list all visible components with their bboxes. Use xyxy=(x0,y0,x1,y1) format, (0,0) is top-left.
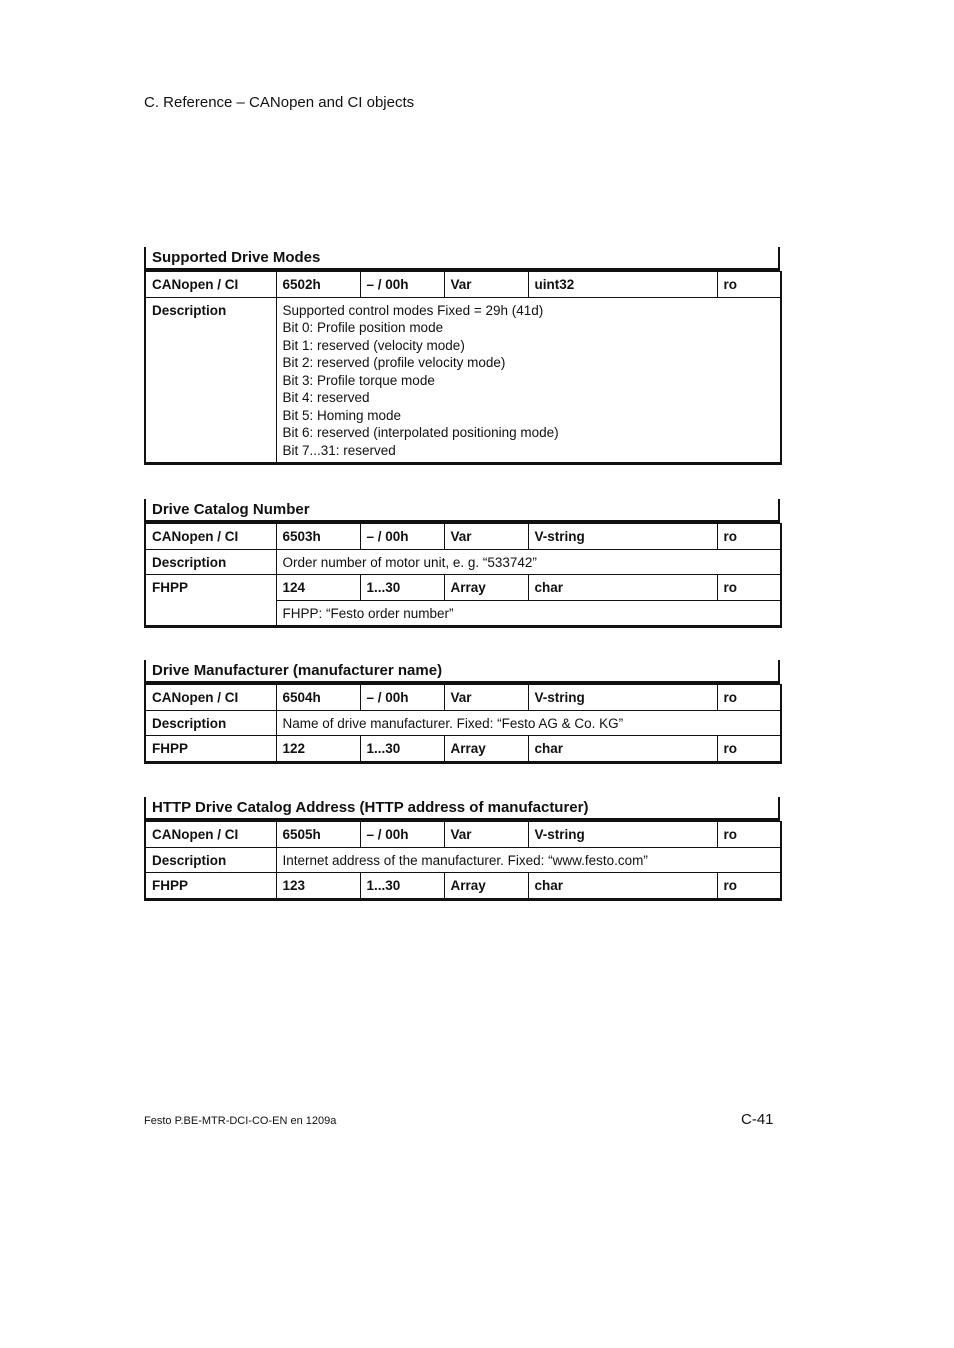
row-label: Description xyxy=(145,847,276,873)
type-cell: Var xyxy=(444,524,528,550)
type-cell: Array xyxy=(444,873,528,900)
canopen-row xyxy=(145,272,781,298)
description-row xyxy=(145,549,781,575)
type-cell: Array xyxy=(444,575,528,601)
access-cell: ro xyxy=(717,685,781,711)
description-line: Bit 5: Homing mode xyxy=(282,407,402,423)
subindex-cell: – / 00h xyxy=(360,524,444,550)
description-line: Bit 7...31: reserved xyxy=(282,442,396,458)
row-label: CANopen / CI xyxy=(145,272,276,298)
access-cell: ro xyxy=(717,524,781,550)
access-cell: ro xyxy=(717,873,781,900)
object-table xyxy=(144,271,782,465)
datatype-cell: V-string xyxy=(528,822,717,848)
type-cell: Var xyxy=(444,272,528,298)
description-line: Bit 1: reserved (velocity mode) xyxy=(282,337,465,353)
row-label: Description xyxy=(145,710,276,736)
subindex-cell: – / 00h xyxy=(360,685,444,711)
object-table xyxy=(144,523,782,628)
type-cell: Array xyxy=(444,736,528,763)
description-line: Bit 3: Profile torque mode xyxy=(282,372,435,388)
description-cell: Internet address of the manufacturer. Fixed: “www.festo.com” xyxy=(276,847,781,873)
index-cell: 6502h xyxy=(276,272,360,298)
access-cell: ro xyxy=(717,272,781,298)
fhpp-row xyxy=(145,736,781,763)
row-label: CANopen / CI xyxy=(145,822,276,848)
datatype-cell: V-string xyxy=(528,524,717,550)
type-cell: Var xyxy=(444,822,528,848)
pnu-cell: 122 xyxy=(276,736,360,763)
page-number: C-41 xyxy=(741,1111,774,1128)
pnu-cell: 124 xyxy=(276,575,360,601)
description-line: Bit 0: Profile position mode xyxy=(282,320,444,335)
index-cell: 6503h xyxy=(276,524,360,550)
description-cell: Name of drive manufacturer. Fixed: “Festo AG & Co. KG” xyxy=(276,710,781,736)
pnu-cell: 123 xyxy=(276,873,360,900)
access-cell: ro xyxy=(717,736,781,763)
type-cell: Var xyxy=(444,685,528,711)
row-label: CANopen / CI xyxy=(145,685,276,711)
fhpp-row xyxy=(145,575,781,601)
subindex-cell: – / 00h xyxy=(360,272,444,298)
datatype-cell: uint32 xyxy=(528,272,717,298)
row-label: Description xyxy=(145,549,276,575)
description-row xyxy=(145,847,781,873)
row-label: FHPP xyxy=(145,873,276,900)
footer-document-id: Festo P.BE-MTR-DCI-CO-EN en 1209a xyxy=(144,1115,337,1127)
description-line: Supported control modes Fixed = 29h (41d) xyxy=(282,302,544,318)
canopen-row xyxy=(145,524,781,550)
datatype-cell: char xyxy=(528,575,717,601)
datatype-cell: char xyxy=(528,736,717,763)
section-supported-drive-modes xyxy=(144,247,780,465)
description-cell: Order number of motor unit, e. g. “533742” xyxy=(276,549,781,575)
object-table xyxy=(144,684,782,764)
section-title: Supported Drive Modes xyxy=(144,247,780,271)
description-line: Bit 6: reserved (interpolated positioning mode) xyxy=(282,425,559,440)
fhpp-row xyxy=(145,873,781,900)
description-row xyxy=(145,297,781,464)
description-line: Bit 2: reserved (profile velocity mode) xyxy=(282,355,506,370)
index-cell: 6504h xyxy=(276,685,360,711)
access-cell: ro xyxy=(717,822,781,848)
page-header: C. Reference – CANopen and CI objects xyxy=(144,94,415,111)
description-row xyxy=(145,710,781,736)
object-table xyxy=(144,821,782,901)
access-cell: ro xyxy=(717,575,781,601)
description-cell xyxy=(276,297,781,464)
datatype-cell: V-string xyxy=(528,685,717,711)
row-label: CANopen / CI xyxy=(145,524,276,550)
subindex-cell: – / 00h xyxy=(360,822,444,848)
fhpp-note-cell: FHPP: “Festo order number” xyxy=(276,600,781,627)
description-line: Bit 4: reserved xyxy=(282,390,370,405)
row-label: FHPP xyxy=(145,736,276,763)
subindex-cell: 1...30 xyxy=(360,873,444,900)
section-title: Drive Manufacturer (manufacturer name) xyxy=(144,660,780,684)
subindex-cell: 1...30 xyxy=(360,736,444,763)
subindex-cell: 1...30 xyxy=(360,575,444,601)
canopen-row xyxy=(145,685,781,711)
section-drive-catalog-number xyxy=(144,499,780,628)
datatype-cell: char xyxy=(528,873,717,900)
canopen-row xyxy=(145,822,781,848)
section-http-drive-catalog-address xyxy=(144,797,780,901)
index-cell: 6505h xyxy=(276,822,360,848)
section-title: HTTP Drive Catalog Address (HTTP address of manufacturer) xyxy=(144,797,780,821)
row-label: Description xyxy=(145,297,276,464)
row-label: FHPP xyxy=(145,575,276,627)
section-title: Drive Catalog Number xyxy=(144,499,780,523)
section-drive-manufacturer xyxy=(144,660,780,764)
